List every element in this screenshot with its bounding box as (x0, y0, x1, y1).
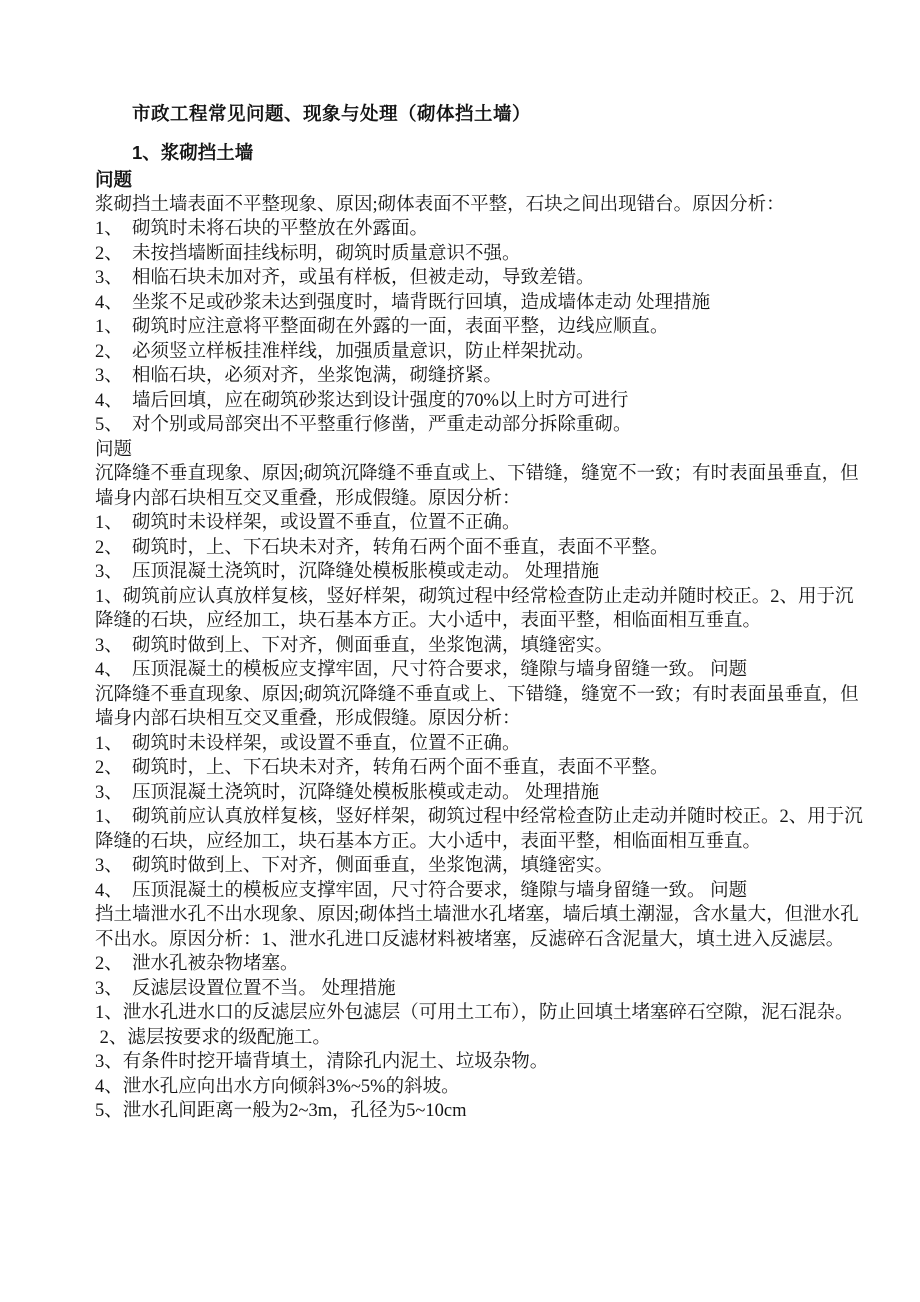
list-item (95, 977, 870, 1002)
list-item (95, 879, 870, 904)
line-text: 降缝的石块，应经加工，块石基本方正。大小适中，表面平整，相临面相互垂直。 (95, 831, 762, 852)
document-content (95, 101, 870, 1124)
line-text: 未按挡墙断面挂线标明，砌筑时质量意识不强。 (132, 243, 521, 264)
list-item (95, 854, 870, 879)
line-text: 墙身内部石块相互交叉重叠，形成假缝。原因分析： (95, 488, 521, 509)
list-item (95, 536, 870, 561)
list-item (95, 805, 870, 830)
list-item (95, 217, 870, 242)
line-text: 4、泄水孔应向出水方向倾斜3%~5%的斜坡。 (95, 1076, 460, 1097)
line-text: 5、泄水孔间距离一般为2~3m，孔径为5~10cm (95, 1101, 467, 1121)
list-number: 4、 (95, 660, 123, 680)
line-text: 压顶混凝土浇筑时，沉降缝处模板胀模或走动。 处理措施 (132, 782, 600, 803)
list-number: 3、 (95, 978, 123, 999)
line-text: 1、泄水孔进水口的反滤层应外包滤层（可用土工布），防止回填土堵塞碎石空隙，泥石混杂。 (95, 1003, 854, 1023)
paragraph-line (95, 487, 870, 512)
line-text: 砌筑时未设样架，或设置不垂直，位置不正确。 (132, 513, 521, 533)
line-text: 泄水孔被杂物堵塞。 (132, 954, 299, 974)
line-text: 砌筑时，上、下石块未对齐，转角石两个面不垂直，表面不平整。 (132, 537, 669, 558)
problem-heading (95, 168, 870, 193)
list-number: 4、 (95, 880, 123, 901)
line-text: 市政工程常见问题、现象与处理（砌体挡土墙） (132, 103, 532, 124)
line-text: 降缝的石块，应经加工，块石基本方正。大小适中，表面平整，相临面相互垂直。 (95, 611, 762, 631)
list-number: 3、 (95, 562, 123, 582)
line-text: 1、砌筑前应认真放样复核，竖好样架，砌筑过程中经常检查防止走动并随时校正。2、用于沉 (95, 586, 854, 607)
line-text: 砌筑时，上、下石块未对齐，转角石两个面不垂直，表面不平整。 (132, 758, 669, 778)
line-text: 对个别或局部突出不平整重行修凿，严重走动部分拆除重砌。 (132, 415, 632, 435)
line-text: 砌筑前应认真放样复核，竖好样架，砌筑过程中经常检查防止走动并随时校正。2、用于沉 (132, 807, 863, 827)
line-text: 浆砌挡土墙表面不平整现象、原因;砌体表面不平整，石块之间出现错台。原因分析： (95, 194, 785, 215)
list-item (95, 756, 870, 781)
list-item (95, 658, 870, 683)
list-number: 5、 (95, 415, 123, 435)
list-number: 1、 (95, 733, 123, 754)
paragraph-line (95, 1099, 870, 1124)
line-text: 沉降缝不垂直现象、原因;砌筑沉降缝不垂直或上、下错缝，缝宽不一致；有时表面虽垂直，但 (95, 684, 859, 705)
line-text: 不出水。原因分析：1、泄水孔进口反滤材料被堵塞，反滤碎石含泥量大，填土进入反滤层。 (95, 929, 845, 950)
list-number: 2、 (95, 341, 123, 362)
list-item (95, 291, 870, 316)
paragraph-line (95, 830, 870, 855)
list-item (95, 952, 870, 977)
paragraph-line (95, 683, 870, 708)
paragraph-line (95, 609, 870, 634)
line-text: 问题 (95, 439, 133, 460)
paragraph-line (95, 1001, 870, 1026)
list-item (95, 315, 870, 340)
paragraph-line (95, 438, 870, 463)
list-item (95, 634, 870, 659)
line-text: 2、滤层按要求的级配施工。 (95, 1027, 331, 1048)
list-number: 1、 (95, 219, 123, 239)
line-text: 压顶混凝土的模板应支撑牢固，尺寸符合要求，缝隙与墙身留缝一致。 问题 (132, 660, 748, 680)
line-text: 3、有条件时挖开墙背填土，清除孔内泥土、垃圾杂物。 (95, 1052, 549, 1072)
section-subtitle (95, 140, 870, 166)
list-number: 1、 (95, 807, 123, 827)
list-number: 1、 (95, 513, 123, 533)
document-title (95, 101, 870, 127)
list-item (95, 511, 870, 536)
paragraph-line (95, 193, 870, 218)
line-text: 墙后回填，应在砌筑砂浆达到设计强度的70%以上时方可进行 (132, 390, 629, 411)
line-text: 相临石块，必须对齐，坐浆饱满，砌缝挤紧。 (132, 366, 503, 386)
line-text: 压顶混凝土的模板应支撑牢固，尺寸符合要求，缝隙与墙身留缝一致。 问题 (132, 880, 748, 901)
line-text: 墙身内部石块相互交叉重叠，形成假缝。原因分析： (95, 709, 521, 729)
paragraph-line (95, 928, 870, 953)
list-number: 4、 (95, 292, 123, 313)
line-text: 砌筑时做到上、下对齐，侧面垂直，坐浆饱满，填缝密实。 (132, 635, 614, 656)
line-text: 压顶混凝土浇筑时，沉降缝处模板胀模或走动。 处理措施 (132, 562, 600, 582)
list-item (95, 560, 870, 585)
paragraph-line (95, 707, 870, 732)
list-item (95, 266, 870, 291)
line-text: 必须竖立样板挂准样线，加强质量意识，防止样架扰动。 (132, 341, 595, 362)
list-item (95, 389, 870, 414)
line-text: 沉降缝不垂直现象、原因;砌筑沉降缝不垂直或上、下错缝，缝宽不一致；有时表面虽垂直，但 (95, 464, 859, 484)
list-number: 3、 (95, 856, 123, 876)
list-item (95, 364, 870, 389)
list-number: 3、 (95, 782, 123, 803)
line-text: 砌筑时应注意将平整面砌在外露的一面，表面平整，边线应顺直。 (132, 317, 669, 337)
paragraph-line (95, 585, 870, 610)
list-item (95, 413, 870, 438)
list-item (95, 242, 870, 267)
list-item (95, 340, 870, 365)
list-number: 3、 (95, 366, 123, 386)
list-number: 1、 (95, 317, 123, 337)
paragraph-line (95, 1075, 870, 1100)
line-text: 挡土墙泄水孔不出水现象、原因;砌体挡土墙泄水孔堵塞，墙后填土潮湿，含水量大，但泄水孔 (95, 905, 859, 925)
line-text: 砌筑时未将石块的平整放在外露面。 (132, 219, 429, 239)
list-number: 2、 (95, 243, 123, 264)
list-number: 2、 (95, 537, 123, 558)
line-text: 相临石块未加对齐，或虽有样板，但被走动，导致差错。 (132, 268, 595, 288)
line-text: 砌筑时做到上、下对齐，侧面垂直，坐浆饱满，填缝密实。 (132, 856, 614, 876)
paragraph-line (95, 462, 870, 487)
list-number: 3、 (95, 268, 123, 288)
line-text: 坐浆不足或砂浆未达到强度时，墙背既行回填，造成墙体走动 处理措施 (132, 292, 711, 313)
list-number: 2、 (95, 954, 123, 974)
list-number: 4、 (95, 390, 123, 411)
paragraph-line (95, 903, 870, 928)
paragraph-line (95, 1026, 870, 1051)
list-number: 2、 (95, 758, 123, 778)
paragraph-line (95, 1050, 870, 1075)
line-text: 反滤层设置位置不当。 处理措施 (132, 978, 396, 999)
list-item (95, 781, 870, 806)
line-text: 1、浆砌挡土墙 (132, 142, 254, 163)
list-number: 3、 (95, 635, 123, 656)
line-text: 砌筑时未设样架，或设置不垂直，位置不正确。 (132, 733, 521, 754)
list-item (95, 732, 870, 757)
line-text: 问题 (95, 169, 133, 190)
